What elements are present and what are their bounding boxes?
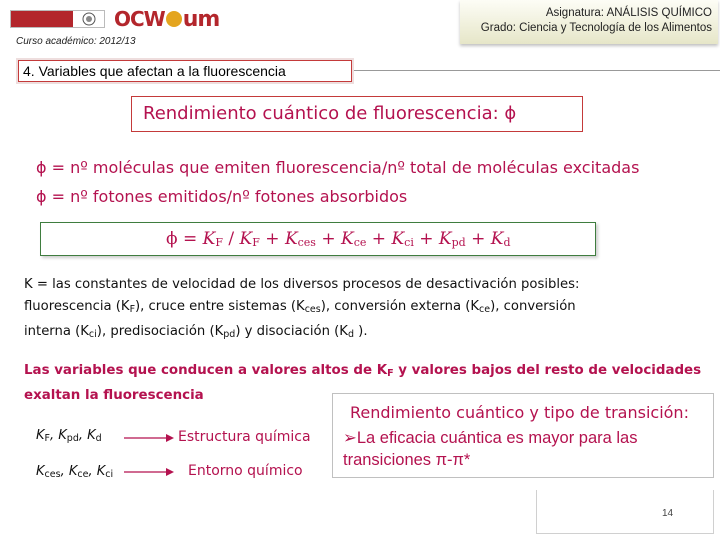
- eq-k: K: [202, 229, 216, 249]
- eq-op: /: [222, 229, 240, 249]
- k-text: ), conversión: [490, 299, 576, 314]
- section-title: 4. Variables que afectan a la fluorescencia: [18, 60, 352, 82]
- yield-heading: Rendimiento cuántico de fluorescencia: ϕ: [131, 96, 583, 132]
- k-description: [24, 274, 664, 346]
- page-number-frame: [536, 490, 714, 534]
- transition-line-1-text: La eficacia cuántica es mayor para las: [356, 429, 638, 447]
- k-sub: ces: [304, 304, 321, 315]
- eq-sub: F: [252, 236, 260, 249]
- k-sub: pd: [66, 433, 79, 444]
- eq-op: +: [259, 229, 285, 249]
- k-description-line-2: [24, 296, 664, 321]
- variables-sub: F: [387, 368, 394, 379]
- page-number: 14: [662, 508, 674, 519]
- eq-k: K: [341, 229, 354, 249]
- university-logo-band: [11, 11, 73, 27]
- eq-k: K: [239, 229, 253, 249]
- k-sub: ces: [44, 469, 61, 480]
- transition-line-2: transiciones π-π*: [343, 451, 471, 469]
- transition-line-1: [343, 428, 637, 448]
- arrow-bullet-icon: ➢: [343, 429, 357, 447]
- k-symbol: , K: [50, 428, 67, 443]
- k-symbol: , K: [60, 464, 78, 479]
- eq-sub: ces: [297, 236, 316, 249]
- definition-photons: ϕ = nº fotones emitidos/nº fotones absorbidos: [36, 187, 408, 206]
- arrow-right-icon: [124, 466, 174, 478]
- eq-k: K: [438, 229, 452, 249]
- eq-sub: ci: [404, 236, 414, 249]
- eq-op: +: [315, 229, 342, 249]
- k-sub: ci: [105, 469, 114, 480]
- variables-line-2: exaltan la fluorescencia: [24, 388, 204, 403]
- eq-op: +: [366, 229, 392, 249]
- subject-line: Asignatura: ANÁLISIS QUÍMICO: [545, 7, 712, 19]
- arrow-right-icon: [124, 432, 174, 444]
- k-text: ), conversión externa (K: [320, 299, 480, 314]
- eq-sub: pd: [451, 236, 466, 249]
- degree-line: Grado: Ciencia y Tecnología de los Alimentos: [480, 22, 712, 34]
- university-logo: [10, 10, 105, 28]
- k-sub: ci: [88, 329, 97, 340]
- um-logo-text: um: [182, 6, 220, 32]
- row1-constants: [36, 428, 102, 444]
- k-text: fluorescencia (K: [24, 299, 130, 314]
- k-sub: ce: [77, 469, 89, 480]
- subject-banner: [460, 0, 718, 44]
- row2-constants: [36, 464, 113, 480]
- crest-icon: [73, 11, 104, 27]
- eq-sub: d: [503, 236, 511, 249]
- k-text: ).: [353, 324, 368, 339]
- quantum-yield-equation: [40, 222, 596, 256]
- variables-line-1: [24, 360, 704, 385]
- k-sub: d: [95, 433, 102, 444]
- k-sub: d: [347, 329, 354, 340]
- k-sub: F: [44, 433, 50, 444]
- eq-k: K: [391, 229, 405, 249]
- k-text: ), predisociación (K: [96, 324, 224, 339]
- variables-text: y valores bajos del resto de velocidades: [393, 363, 702, 378]
- k-description-line-1: K = las constantes de velocidad de los diversos procesos de desactivación posibles:: [24, 277, 580, 292]
- eq-op: +: [465, 229, 491, 249]
- k-sub: pd: [223, 329, 236, 340]
- eq-sub: F: [215, 236, 223, 249]
- k-description-line-3: [24, 321, 664, 346]
- definition-molecules: ϕ = nº moléculas que emiten fluorescencia/nº total de moléculas excitadas: [36, 158, 640, 177]
- transition-title: Rendimiento cuántico y tipo de transición:: [350, 403, 689, 422]
- environment-label: Entorno químico: [188, 463, 303, 479]
- eq-k: K: [490, 229, 504, 249]
- k-symbol: K: [36, 464, 45, 479]
- ocw-um-logo: [114, 7, 219, 31]
- eq-phi: ϕ =: [166, 229, 203, 249]
- k-text: ), cruce entre sistemas (K: [135, 299, 305, 314]
- eq-k: K: [284, 229, 298, 249]
- variables-text: Las variables que conducen a valores altos de K: [24, 363, 388, 378]
- k-symbol: K: [36, 428, 45, 443]
- eq-op: +: [413, 229, 439, 249]
- k-sub: ce: [479, 304, 491, 315]
- title-rule: [352, 70, 720, 71]
- ocw-logo-text: OCW: [114, 7, 165, 31]
- k-symbol: , K: [88, 464, 106, 479]
- sun-icon: [166, 11, 182, 27]
- k-sub: F: [129, 304, 136, 315]
- k-symbol: , K: [78, 428, 96, 443]
- k-text: interna (K: [24, 324, 89, 339]
- eq-sub: ce: [353, 236, 367, 249]
- k-text: ) y disociación (K: [235, 324, 348, 339]
- structure-label: Estructura química: [178, 429, 311, 445]
- course-year: Curso académico: 2012/13: [16, 36, 136, 47]
